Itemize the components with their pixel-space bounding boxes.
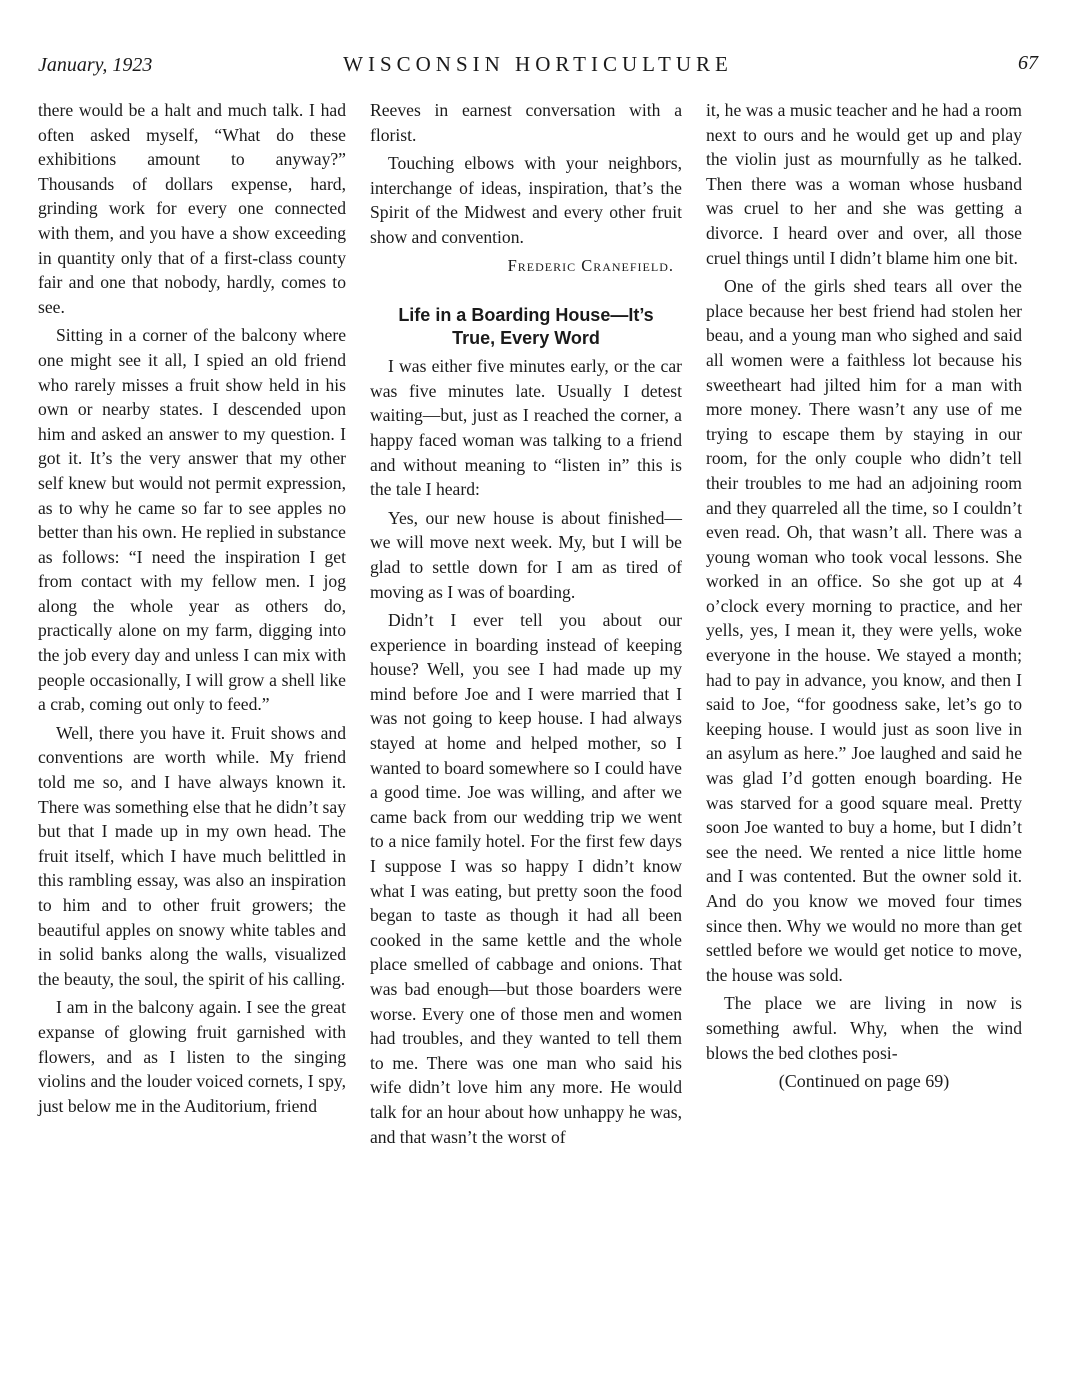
column-2 [370,98,682,1153]
paragraph: The place we are living in now is something awful. Why, when the wind blows the bed clothes posi- [706,993,1022,1063]
paragraph: One of the girls shed tears all over the place because her best friend had stolen her beau, and a young man who sighed and said all women were a faithless lot because his sweetheart had jilted him for a man with more money. There wasn’t any use of me trying to escape them by staying in our room, for the only couple who didn’t tell their troubles to me had an adjoining room and they quarreled all the time, so I couldn’t even read. Oh, that wasn’t all. There was a young woman who took vocal lessons. She worked in an office. So she got up at 4 o’clock every morning to practice, and her yells, yes, I mean it, they were yells, woke everyone in the house. We stayed a month; had to pay in advance, you know, and then I said to Joe, “for goodness sake, let’s go to keeping house. I would just as soon live in an asylum as here.” Joe laughed and said he was glad I’d gotten enough boarding. He was starved for a good square meal. Pretty soon Joe wanted to buy a home, but I didn’t see the need. We rented a nice little home and I was contented. But the owner sold it. And do you know we moved four times since then. Why we would no more than get settled before we would get notice to move, the house was sold. [706,276,1022,985]
paragraph: Sitting in a corner of the balcony where one might see it all, I spied an old friend who rarely misses a fruit show held in his own or nearby states. I descended upon him and asked an answer to my question. I got it. It’s the very answer that my other self knew but would not permit expression, as to why he came so far to see apples no better than his own. He replied in substance as follows: “I need the inspiration I get from contact with my fellow men. I jog along the whole year as others do, practically alone on my farm, digging into the job every day and unless I can mix with people occasionally, I will grow a shell like a crab, coming out only to feed.” [38,325,346,715]
paragraph: Well, there you have it. Fruit shows and conventions are worth while. My friend told me so, and I have always known it. There was something else that he didn’t say but that I made up in my own head. The fruit itself, which I have much belittled in this rambling essay, was also an inspiration to him and to other fruit growers; the beautiful apples on snowy white tables and in solid banks along the walls, visualized the beauty, the soul, the spirit of his calling. [38,722,346,989]
issue-date: January, 1923 [38,54,153,76]
page-number: 67 [1018,52,1038,74]
publication-title: WISCONSIN HORTICULTURE [343,52,733,76]
paragraph: Didn’t I ever tell you about our experience in boarding instead of keeping house? Well, you see I had made up my mind before Joe and I were married that I was not going to keep house. I had always stayed at home and helped mother, so I wanted to board somewhere so I could have a good time. Joe was willing, and after we came back from our wedding trip we went to a nice family hotel. For the first few days I suppose I was so happy I didn’t know what I was eating, but pretty soon the food began to taste as though it had all been cooked in the same kettle and the whole place smelled of cabbage and onions. That was bad enough—but those boarders were worse. Every one of those men and women had troubles, and they wanted to tell them to me. There was one man who said his wife didn’t love him any more. He would talk for an hour about how unhappy he was, and that wasn’t the worst of [370,610,682,1147]
paragraph: I am in the balcony again. I see the great expanse of glowing fruit garnished with flowers, and as I listen to the singing violins and the louder voiced cornets, I spy, just below me in the Auditorium, friend [38,997,346,1116]
article-title-line: Life in a Boarding House—It’s [398,305,654,326]
column-1 [38,98,346,1122]
continued-note: (Continued on page 69) [778,1071,950,1092]
article-title-line: True, Every Word [452,328,600,349]
paragraph: it, he was a music teacher and he had a room next to ours and he would get up and play the violin just as mournfully as he talked. Then there was a woman whose husband was cruel to her and she was getting a divorce. I heard over and over, all those cruel things until I didn’t blame him one bit. [706,100,1022,268]
paragraph: I was either five minutes early, or the car was five minutes late. Usually I detest waiting—but, just as I reached the corner, a happy faced woman was talking to a friend and without meaning to “listen in” this is the tale I heard: [370,356,682,500]
paragraph: there would be a halt and much talk. I had often asked myself, “What do these exhibitions amount to anyway?” Thousands of dollars expense, hard, grinding work for every one connected with them, and you have a show exceeding in quantity only that of a first-class county fair and one that nobody, hardly, comes to see. [38,100,346,317]
page-header [38,48,1038,84]
column-3 [706,98,1022,1094]
paragraph: Touching elbows with your neighbors, interchange of ideas, inspiration, that’s the Spirit of the Midwest and every other fruit show and convention. [370,153,682,247]
article-title [370,304,682,350]
author-signature: Frederic Cranefield. [507,255,674,275]
paragraph: Yes, our new house is about finished—we will move next week. My, but I will be glad to settle down for I am as tired of moving as I was of boarding. [370,507,682,602]
paragraph: Reeves in earnest conversation with a florist. [370,100,682,145]
